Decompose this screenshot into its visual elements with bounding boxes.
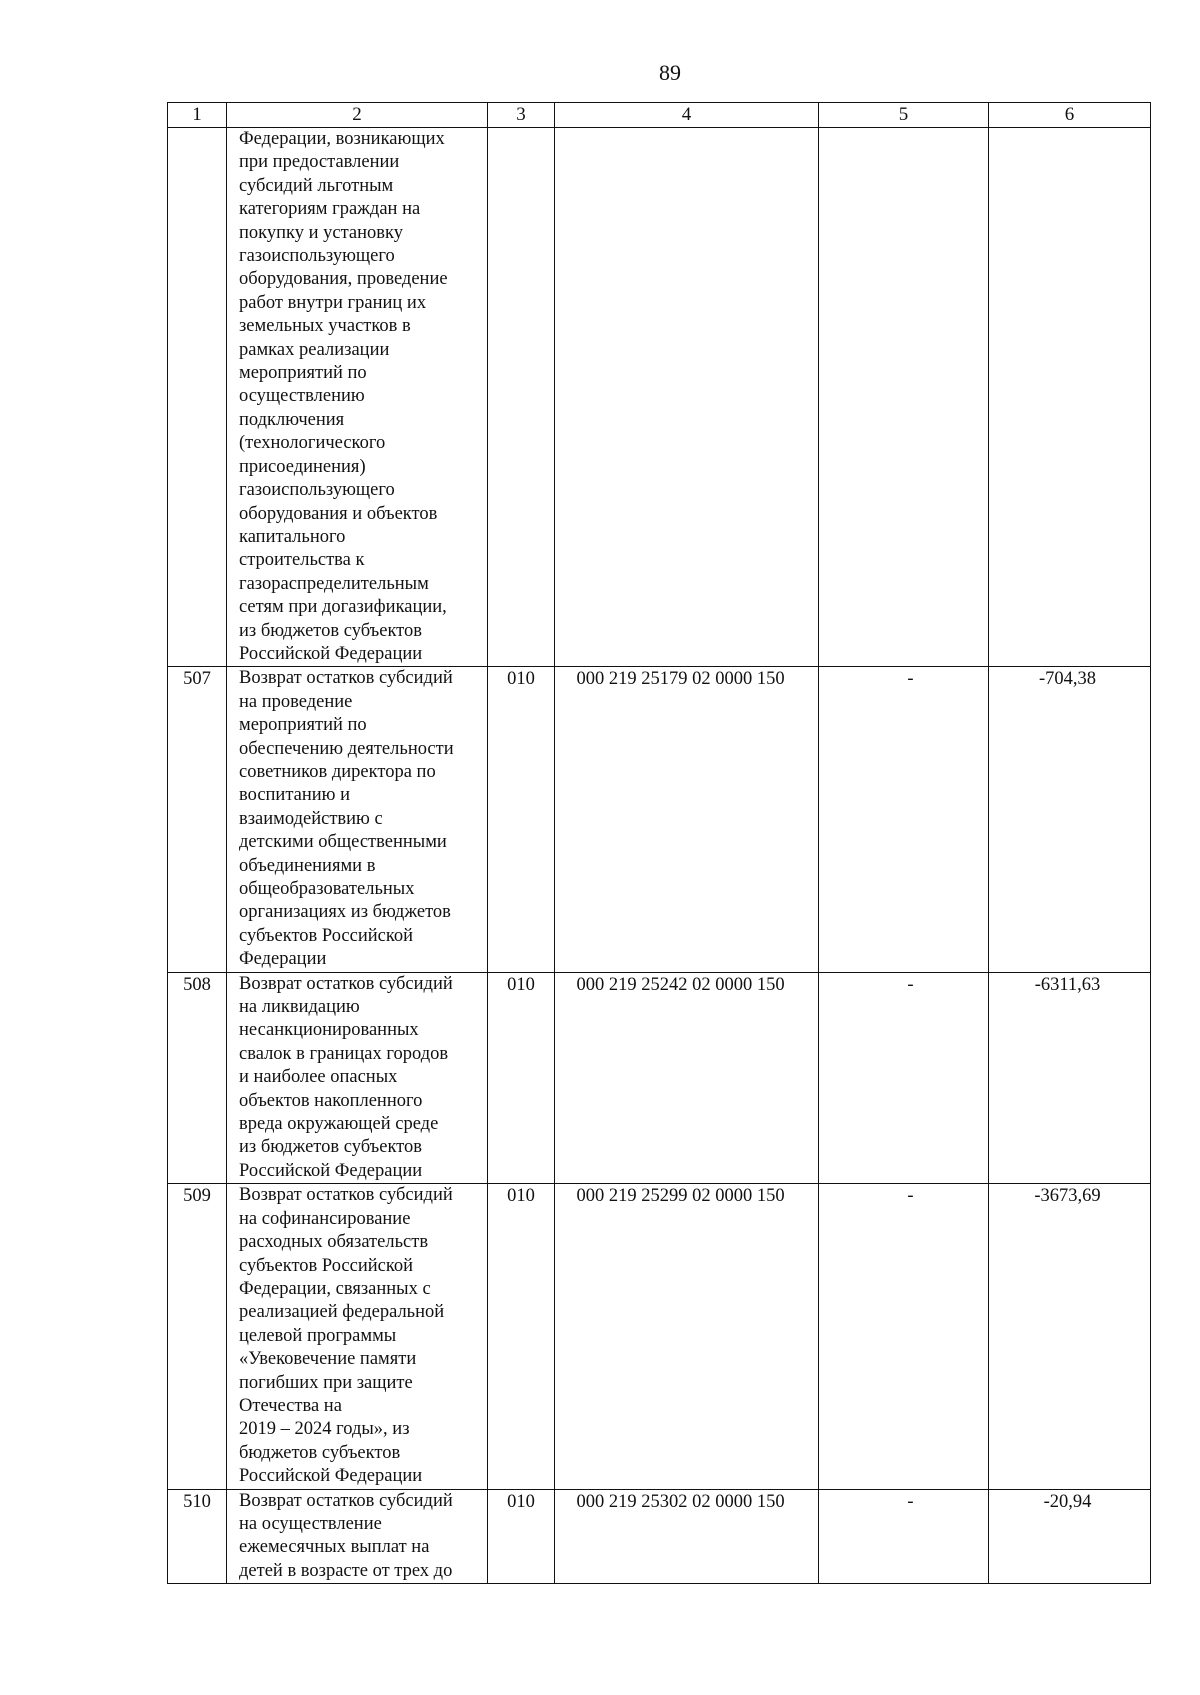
row-col5-value: - [819,1184,989,1489]
row-amount: -20,94 [989,1489,1151,1584]
table-row [168,1184,1151,1489]
row-amount: -704,38 [989,667,1151,972]
table-row [168,667,1151,972]
header-col-6: 6 [989,103,1151,128]
row-budget-code: 000 219 25299 02 0000 150 [555,1184,819,1489]
row-amount: -3673,69 [989,1184,1151,1489]
row-budget-code: 000 219 25302 02 0000 150 [555,1489,819,1584]
row-admin-code: 010 [488,972,555,1184]
row-description: Возврат остатков субсидий на осуществление ежемесячных выплат на детей в возрасте от трех до [227,1489,488,1584]
row-admin-code: 010 [488,1184,555,1489]
header-col-1: 1 [168,103,227,128]
row-number: 510 [168,1489,227,1584]
row-description: Возврат остатков субсидий на ликвидацию несанкционированных свалок в границах городов и наиболее опасных объектов накопленного вреда окружающей среде из бюджетов субъектов Российской Федерации [227,972,488,1184]
row-description: Федерации, возникающих при предоставлении субсидий льготным категориям граждан на покупку и установку газоиспользующего оборудования, проведение работ внутри границ их земельных участков в рамках реализации мероприятий по осуществлению подключения (технологического присоединения) газоиспользующего оборудования и объектов капитального строительства к газораспределительным сетям при догазификации, из бюджетов субъектов Российской Федерации [227,128,488,667]
row-budget-code: 000 219 25179 02 0000 150 [555,667,819,972]
row-description: Возврат остатков субсидий на проведение мероприятий по обеспечению деятельности советников директора по воспитанию и взаимодействию с детскими общественными объединениями в общеобразовательных организациях из бюджетов субъектов Российской Федерации [227,667,488,972]
row-admin-code [488,128,555,667]
budget-table [167,102,1151,1584]
row-budget-code: 000 219 25242 02 0000 150 [555,972,819,1184]
row-number [168,128,227,667]
header-row [168,103,1151,128]
table-row [168,972,1151,1184]
header-col-3: 3 [488,103,555,128]
row-col5-value: - [819,667,989,972]
page-number: 89 [659,60,681,85]
row-col5-value: - [819,972,989,1184]
table-row [168,128,1151,667]
header-col-4: 4 [555,103,819,128]
row-amount: -6311,63 [989,972,1151,1184]
row-number: 507 [168,667,227,972]
table-body [168,128,1151,1584]
row-col5-value: - [819,1489,989,1584]
row-admin-code: 010 [488,1489,555,1584]
row-number: 509 [168,1184,227,1489]
row-number: 508 [168,972,227,1184]
header-col-2: 2 [227,103,488,128]
table-row [168,1489,1151,1584]
row-amount [989,128,1151,667]
row-budget-code [555,128,819,667]
row-col5-value [819,128,989,667]
row-description: Возврат остатков субсидий на софинансирование расходных обязательств субъектов Российской Федерации, связанных с реализацией федеральной целевой программы «Увековечение памяти погибших при защите Отечества на 2019 – 2024 годы», из бюджетов субъектов Российской Федерации [227,1184,488,1489]
header-col-5: 5 [819,103,989,128]
row-admin-code: 010 [488,667,555,972]
table-header [168,103,1151,128]
